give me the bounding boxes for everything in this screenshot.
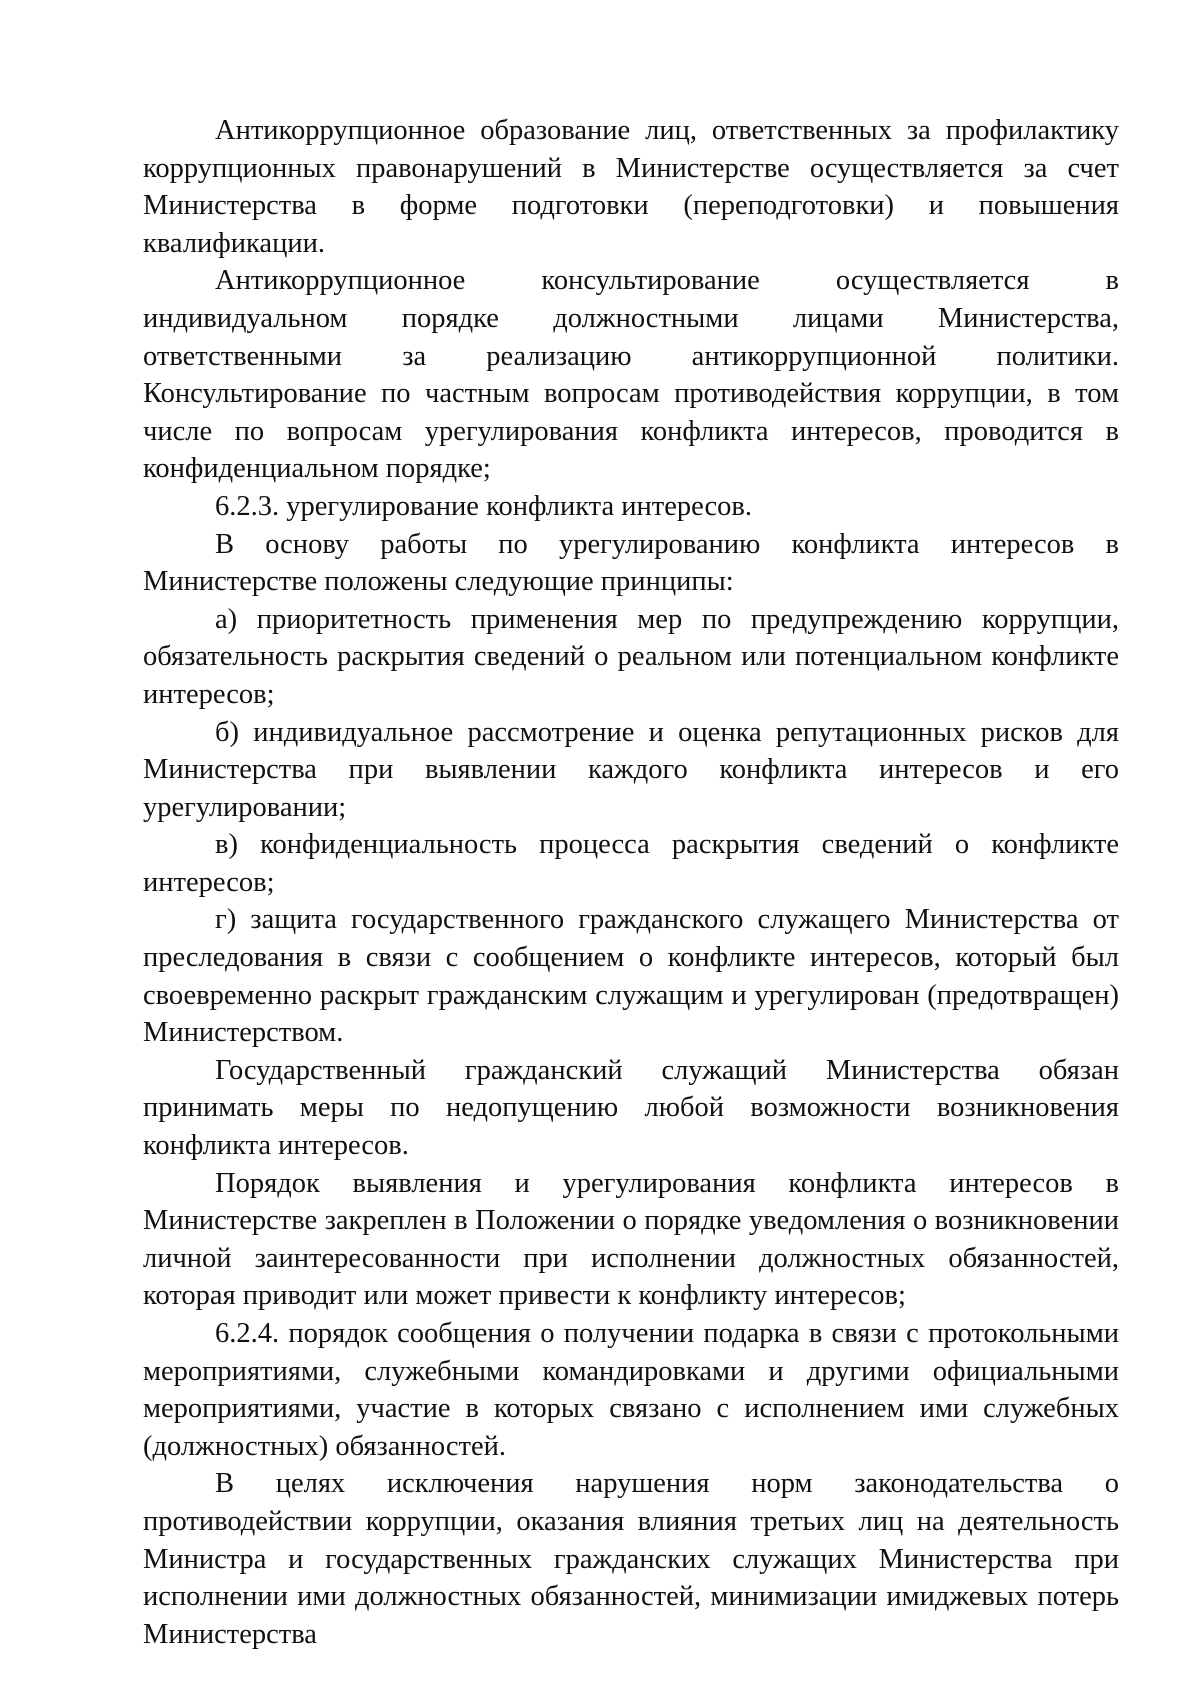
paragraph-anticorruption-education: Антикоррупционное образование лиц, ответственных за профилактику коррупционных правонарушений в Министерстве осуществляется за счет Министерства в форме подготовки (переподготовки) и повышения квалификации. — [143, 115, 1119, 259]
section-heading-6-2-4: 6.2.4. порядок сообщения о получении подарка в связи с протокольными мероприятиями, служебными командировками и другими официальными мероприятиями, участие в которых связано с исполнением ими служебных (должностных) обязанностей. — [143, 1318, 1119, 1462]
paragraph-civil-servant-duty: Государственный гражданский служащий Министерства обязан принимать меры по недопущению любой возможности возникновения конфликта интересов. — [143, 1054, 1119, 1162]
paragraph-principles-intro: В основу работы по урегулированию конфликта интересов в Министерстве положены следующие принципы: — [143, 528, 1119, 598]
paragraph-gift-regulation: В целях исключения нарушения норм законодательства о противодействии коррупции, оказания влияния третьих лиц на деятельность Министра и государственных гражданских служащих Министерства при исполнении ими должностных обязанностей, минимизации имиджевых потерь Министерства — [143, 1468, 1119, 1650]
list-item-principle-a: а) приоритетность применения мер по предупреждению коррупции, обязательность раскрытия сведений о реальном или потенциальном конфликте интересов; — [143, 603, 1119, 710]
list-item-principle-g: г) защита государственного гражданского служащего Министерства от преследования в связи с сообщением о конфликте интересов, который был своевременно раскрыт гражданским служащим и урегулирован (предотвращен) Министерством. — [143, 904, 1119, 1049]
paragraph-anticorruption-consulting: Антикоррупционное консультирование осуществляется в индивидуальном порядке должностными лицами Министерства, ответственными за реализацию антикоррупционной политики. Консультирование по частным вопросам противодействия коррупции, в том числе по вопросам урегулирования конфликта интересов, проводится в конфиденциальном порядке; — [143, 265, 1119, 485]
list-item-principle-v: в) конфиденциальность процесса раскрытия сведений о конфликте интересов; — [143, 829, 1119, 898]
document-page — [143, 112, 1119, 1653]
paragraph-conflict-procedure: Порядок выявления и урегулирования конфликта интересов в Министерстве закреплен в Положении о порядке уведомления о возникновении личной заинтересованности при исполнении должностных обязанностей, которая приводит или может привести к конфликту интересов; — [143, 1167, 1119, 1312]
list-item-principle-b: б) индивидуальное рассмотрение и оценка репутационных рисков для Министерства при выявлении каждого конфликта интересов и его урегулировании; — [143, 716, 1119, 823]
section-heading-6-2-3: 6.2.3. урегулирование конфликта интересов. — [215, 490, 752, 522]
